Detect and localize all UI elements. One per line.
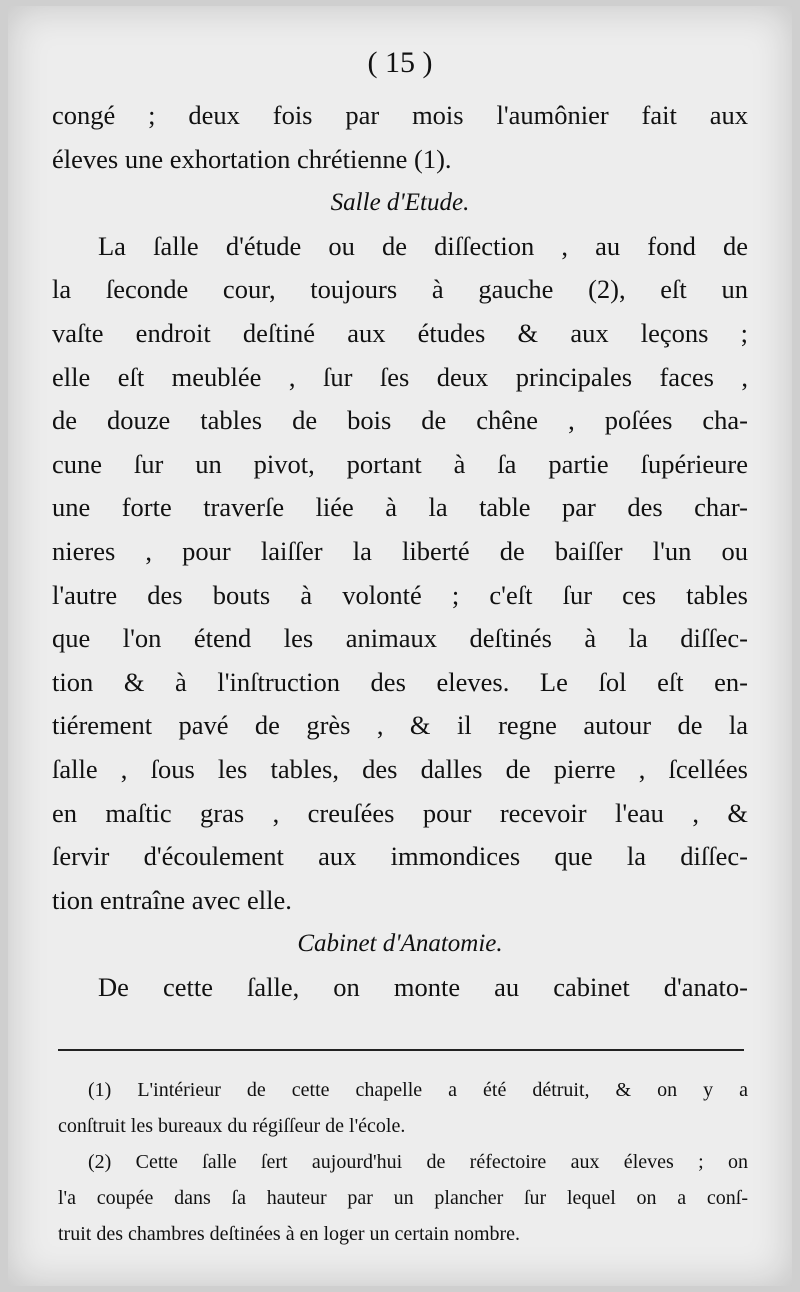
page-number: ( 15 ) [367, 46, 433, 79]
text-line: nieres , pour laiſſer la liberté de baiſſer l'un ou [52, 535, 748, 566]
section-heading-salle-etude: Salle d'Etude. [330, 189, 470, 217]
text-line: tion entraîne avec elle. [52, 884, 292, 915]
text-line: cune ſur un pivot, portant à ſa partie ſupérieure [52, 448, 748, 479]
section-heading-cabinet-anatomie: Cabinet d'Anatomie. [297, 930, 503, 958]
text-line: elle eſt meublée , ſur ſes deux principales faces , [52, 361, 748, 392]
text-line: tion & à l'inſtruction des eleves. Le ſol eſt en- [52, 666, 748, 697]
book-page [8, 6, 792, 1286]
footnotes [58, 1072, 748, 1252]
footnote-2-line: truit des chambres deſtinées à en loger un certain nombre. [58, 1223, 521, 1245]
text-line: en maſtic gras , creuſées pour recevoir l'eau , & [52, 797, 748, 828]
text-line: La ſalle d'étude ou de diſſection , au fond de [98, 230, 748, 261]
text-line: de douze tables de bois de chêne , poſées cha- [52, 405, 748, 436]
footnote-1-line: conſtruit les bureaux du régiſſeur de l'école. [58, 1115, 406, 1137]
text-line: ſervir d'écoulement aux immondices que la diſſec- [52, 841, 748, 872]
text-line: congé ; deux fois par mois l'aumônier fait aux [52, 100, 748, 130]
footnote-2-line: (2) Cette ſalle ſert aujourd'hui de réfectoire aux éleves ; on [88, 1151, 748, 1173]
footnote-2-line: l'a coupée dans ſa hauteur par un plancher ſur lequel on a conſ- [58, 1187, 748, 1209]
footnote-divider [58, 1049, 744, 1051]
text-line: éleves une exhortation chrétienne (1). [52, 143, 452, 174]
text-line: ſalle , ſous les tables, des dalles de pierre , ſcellées [52, 753, 748, 784]
text-line: De cette ſalle, on monte au cabinet d'anato- [98, 971, 748, 1002]
main-text [52, 94, 748, 1009]
footnote-1-line: (1) L'intérieur de cette chapelle a été détruit, & on y a [88, 1079, 748, 1101]
text-line: une forte traverſe liée à la table par des char- [52, 492, 748, 523]
text-line: l'autre des bouts à volonté ; c'eſt ſur ces tables [52, 579, 748, 610]
text-line: tiérement pavé de grès , & il regne autour de la [52, 710, 748, 741]
text-line: vaſte endroit deſtiné aux études & aux leçons ; [52, 317, 748, 348]
text-line: la ſeconde cour, toujours à gauche (2), eſt un [52, 274, 748, 305]
text-line: que l'on étend les animaux deſtinés à la diſſec- [52, 623, 748, 654]
